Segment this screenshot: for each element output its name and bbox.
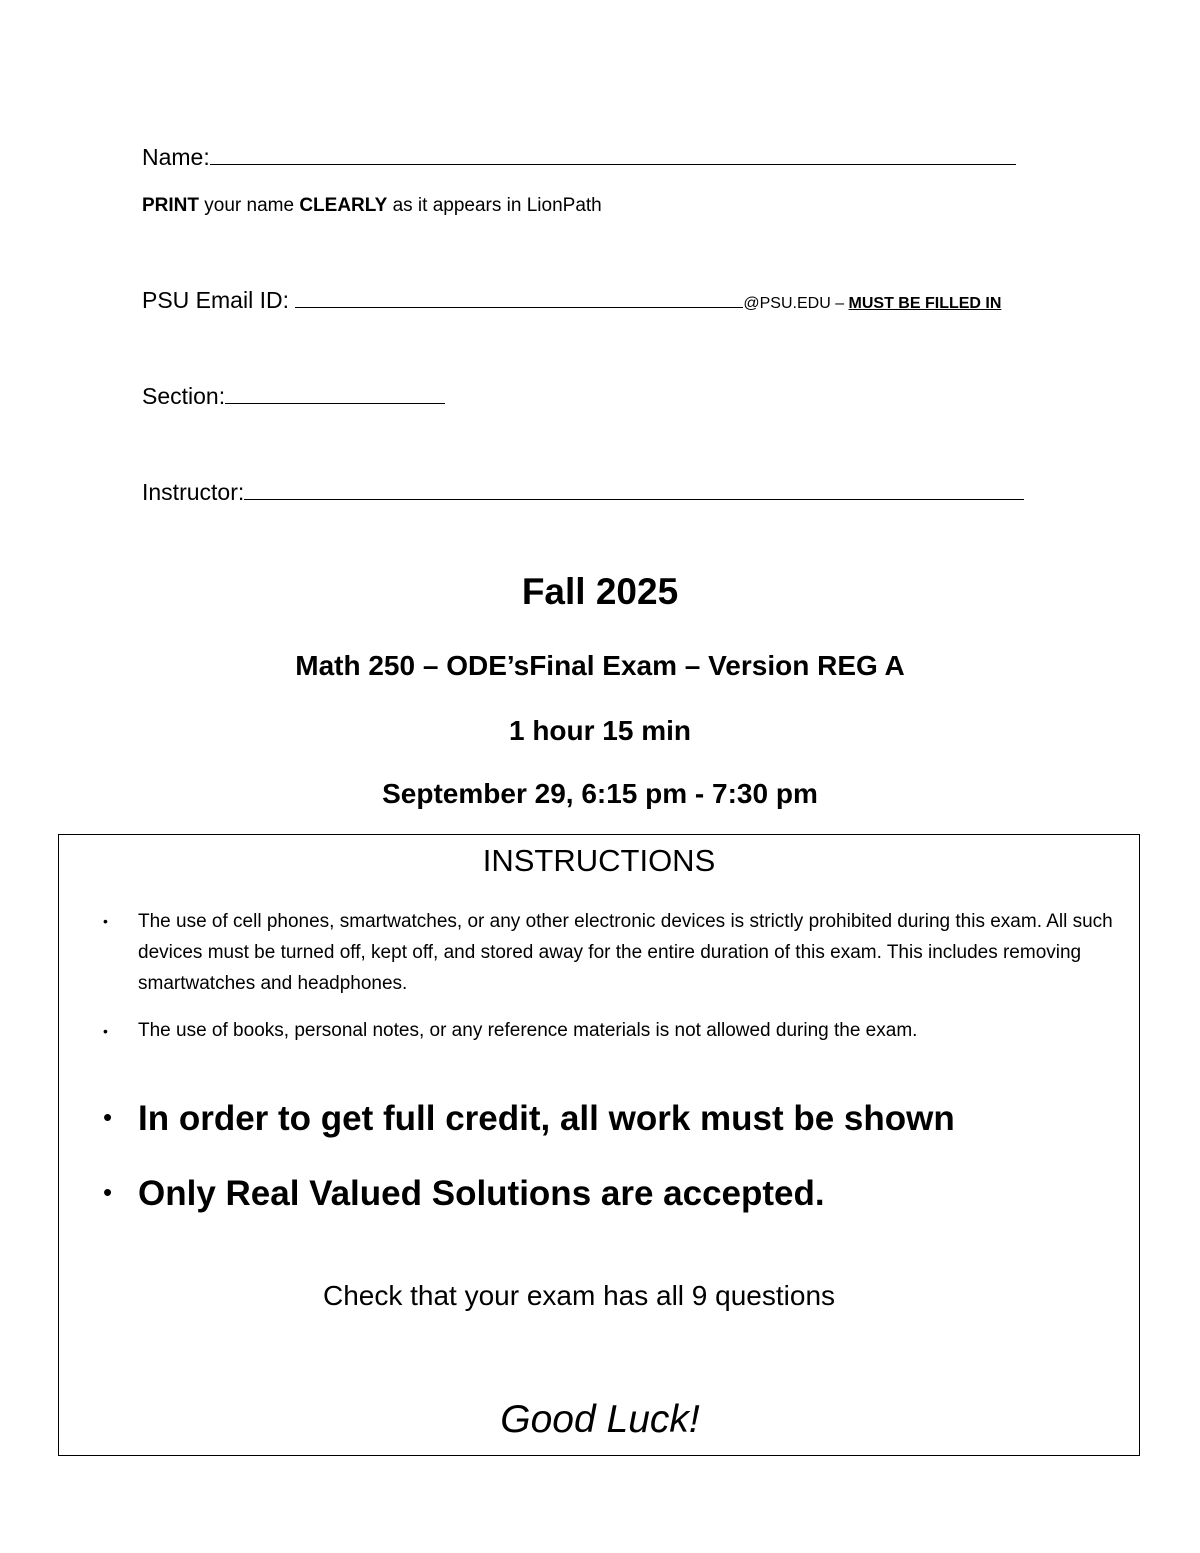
email-label: PSU Email ID: — [142, 287, 296, 313]
email-domain-suffix: @PSU.EDU – — [743, 295, 849, 312]
question-count-check: Check that your exam has all 9 questions — [322, 1280, 836, 1311]
email-blank-line[interactable] — [295, 285, 743, 308]
instruction-item-devices: The use of cell phones, smartwatches, or any other electronic devices is strictly prohibited during this exam. All such devices must be turned off, kept off, and stored away for the entire duration of this exam. This includes removing smartwatches and headphones. — [138, 911, 1113, 994]
instruction-item-materials: The use of books, personal notes, or any reference materials is not allowed during the exam. — [138, 1020, 918, 1041]
section-field — [142, 381, 445, 410]
instructions-box — [58, 834, 1140, 1456]
exam-datetime: September 29, 6:15 pm - 7:30 pm — [382, 778, 818, 809]
exam-duration: 1 hour 15 min — [508, 715, 692, 746]
name-blank-line[interactable] — [210, 142, 1016, 165]
name-field — [142, 142, 1016, 171]
good-luck-closing: Good Luck! — [500, 1398, 700, 1441]
instruction-item-real-solutions: Only Real Valued Solutions are accepted. — [138, 1174, 825, 1213]
bullet-icon: • — [103, 1102, 113, 1132]
exam-course-title: Math 250 – ODE’sFinal Exam – Version REG A — [295, 650, 905, 681]
email-required-note: MUST BE FILLED IN — [848, 295, 1002, 312]
instructor-field — [142, 477, 1024, 506]
print-note-bold-print: PRINT — [142, 195, 199, 216]
instructor-blank-line[interactable] — [244, 477, 1024, 500]
bullet-icon: • — [103, 1177, 113, 1207]
section-blank-line[interactable] — [225, 381, 445, 404]
instruction-item-full-credit: In order to get full credit, all work must be shown — [138, 1099, 955, 1138]
print-name-note — [142, 194, 602, 218]
print-note-bold-clearly: CLEARLY — [299, 195, 388, 216]
email-field — [142, 285, 1001, 318]
instructions-heading: INSTRUCTIONS — [482, 843, 716, 878]
print-note-text-2: as it appears in LionPath — [387, 195, 602, 216]
exam-term: Fall 2025 — [521, 571, 679, 612]
bullet-icon: • — [103, 913, 108, 929]
bullet-icon: • — [103, 1023, 108, 1039]
print-note-text-1: your name — [199, 195, 300, 216]
name-label: Name: — [142, 144, 210, 170]
section-label: Section: — [142, 383, 226, 409]
instructor-label: Instructor: — [142, 479, 245, 505]
